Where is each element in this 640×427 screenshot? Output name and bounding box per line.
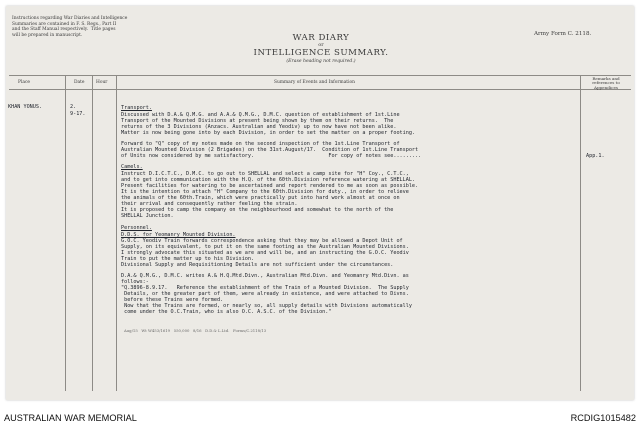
camels-line-6: their arrival and consequently rather feeling the strain.: [121, 201, 298, 207]
daq-line-2: follows:-: [121, 279, 149, 285]
footer-institution: AUSTRALIAN WAR MEMORIAL: [4, 413, 137, 423]
column-place-heading: Place: [18, 80, 31, 85]
form-reference: Army Form C. 2118.: [534, 31, 592, 37]
camels-line-1: Instruct D.I.C.T.C., D.M.C. to go out to SHELLAL and select a camp site for "H" Coy., C.T.C.,: [121, 171, 409, 177]
transport-line-3: returns of the 3 Divisions (Anzacs. Australian and Yeodiv) up to now have not been alike.: [121, 124, 397, 130]
camels-line-5: the animals of the 60th.Train, which were practically put into hard work almost at once on: [121, 195, 400, 201]
instructions-line-3: and the Staff Manual respectively. Title pages: [12, 27, 116, 32]
title-or: or: [318, 42, 324, 48]
archive-footer: [0, 410, 640, 427]
personnel-line-4: I strongly advocate this situated as we are and will be, and an instructing the G.O.C. Yeodiv: [121, 250, 409, 256]
column-hour-heading: Hour: [96, 80, 108, 85]
camels-line-3: Present facilities for watering to be ascertained and report rendered to me as soon as possible.: [121, 183, 419, 189]
entry-date-month-year: 9-17.: [70, 111, 86, 117]
personnel-line-6: Divisional Supply and Requisitioning Details are not sufficient under the circumstances.: [121, 262, 394, 268]
column-divider-remarks: [580, 75, 581, 391]
daq-line-1: D.A.& Q.M.G., D.M.C. writes A.& H.Q.Mtd.Divn., Australian Mtd.Divn. and Yeomanry Mtd.Divn. as: [121, 273, 409, 279]
transport-heading: Transport.: [121, 105, 152, 111]
transport-line-1: Discussed with D.A.& Q.M.G. and A.A.& Q.M.G., D.M.C. question of establishment of 1st.Line: [121, 112, 400, 118]
personnel-line-5: Train to put the matter up to his Division.: [121, 256, 255, 262]
header-top-rule: [9, 75, 631, 76]
title-war-diary: WAR DIARY: [292, 33, 350, 43]
daq-line-5: before these Trains were formed.: [121, 297, 224, 303]
daq-line-7: come under the O.C.Train, who is also O.C. A.S.C. of the Division.": [121, 309, 332, 315]
printer-imprint: Aug/15 Wt W453/1619 550,000 8/16 D.D.& L.Ltd. Forms/C.2118/13: [124, 328, 267, 333]
title-subtitle: (Erase heading not required.): [286, 59, 356, 64]
column-summary-heading: Summary of Events and Information: [274, 80, 355, 85]
camels-line-2: and to get into communication with the H.Q. of the 60th.Division reference watering at SHELLAL.: [121, 177, 416, 183]
instructions-line-4: will be prepared in manuscript.: [12, 32, 83, 38]
diary-sheet: [6, 6, 634, 400]
header-bottom-rule: [9, 89, 631, 90]
daq-line-4: Details, or the greater part of them, were already in existence, and were attached to Divns.: [121, 291, 409, 297]
personnel-line-2: G.O.C. Yeodiv Train forwards correspondence asking that they may be allowed a Depot Unit of: [121, 238, 403, 244]
camels-line-7: It is proposed to camp the company on the neighbourhood and somewhat to the north of the: [121, 207, 394, 213]
column-divider-date: [92, 75, 93, 391]
entry-place: KHAN YONUS.: [8, 104, 43, 110]
personnel-line-1: D.D.S. for Yeomanry Mounted Division.: [121, 232, 236, 238]
instructions-line-2: Summaries are contained in F. S. Regs., Part II: [12, 21, 117, 27]
column-remarks-heading: Remarks and references to Appendices: [592, 75, 620, 90]
forward-line-1: Forward to "Q" copy of my notes made on the second inspection of the 1st.Line Transport of: [121, 141, 400, 147]
camels-line-8: SHELLAL Junction.: [121, 213, 174, 219]
column-date-heading: Date: [74, 80, 85, 85]
personnel-heading: Personnel.: [121, 225, 152, 231]
personnel-line-3: Supply, on its equivalent, to put it on the same footing as the Australian Mounted Divisions.: [121, 244, 409, 250]
column-divider-place: [65, 75, 66, 391]
daq-line-6: Now that the Trains are formed, or nearly so, all supply details with Divisions automatically: [121, 303, 412, 309]
instructions-line-1: Instructions regarding War Diaries and Intelligence: [12, 16, 128, 21]
transport-line-2: Transport of the Mounted Divisions at present being shown by them on their returns. The: [121, 118, 394, 124]
column-divider-hour: [116, 75, 117, 391]
entry-date-day: 2.: [70, 104, 77, 110]
footer-record-id: RCDIG1015482: [570, 413, 636, 423]
forward-line-2: Australian Mounted Division (2 Brigades) on the 31st.August/17. Condition of 1st.Line Transport: [121, 147, 419, 153]
title-intelligence-summary: INTELLIGENCE SUMMARY.: [253, 48, 389, 58]
camels-heading: Camels.: [121, 164, 143, 170]
transport-line-4: Matter is now being gone into by each Division, in order to set the matter on a proper footing.: [121, 130, 416, 136]
camels-line-4: It is the intention to attach "H" Company to the 60th.Division for duty., in order to relieve: [121, 189, 409, 195]
daq-line-3: "Q.3896-8.9.17. Reference the establishment of the Train of a Mounted Division. The Supply: [121, 285, 409, 291]
forward-line-3: of Units now considered by me satisfactory. For copy of notes see.........: [121, 153, 422, 159]
appendix-reference: App.1.: [586, 153, 605, 159]
